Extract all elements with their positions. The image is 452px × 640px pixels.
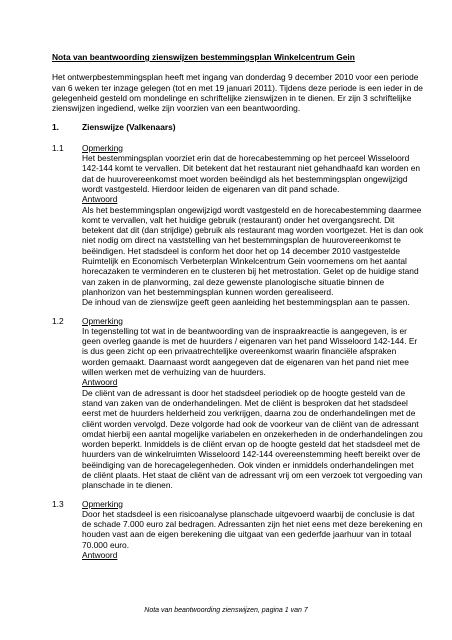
document-content <box>52 52 424 568</box>
antwoord-label: Antwoord <box>82 550 118 561</box>
item-1-1 <box>52 143 424 308</box>
item-body <box>82 143 424 308</box>
intro-paragraph: Het ontwerpbestemmingsplan heeft met ingang van donderdag 9 december 2010 voor een periode van 6 weken ter inzage gelegen (tot en met 19 januari 2011). Tijdens deze periode is een ieder in de gelegenheid gesteld om mondelinge en schriftelijke zienswijzen in te dienen. Er zijn 3 schriftelijke zienswijzen ingediend, welke zijn voorzien van een beantwoording. <box>52 72 423 114</box>
item-number: 1.3 <box>52 498 64 509</box>
antwoord-text: Als het bestemmingsplan ongewijzigd wordt vastgesteld en de horecabestemming daarmee komt te vervallen, valt het huidige gebruik (restaurant) onder het overgangsrecht. Dit betekent dat dit (dan strijdige) gebruik als restaurant mag worden voortgezet. Het is dan ook niet nodig om direct na vaststelling van het bestemmingsplan de huurovereenkomst te beëindigen. Het stadsdeel is conform het door het op 14 december 2010 vastgestelde Ruimtelijk en Economisch Verbeterplan Winkelcentrum Gein voornemens om het aantal horecazaken te verminderen en te clusteren bij het metrostation. Gelet op de huidige stand van zaken in de planvorming, zal deze gewenste planologische situatie binnen de planhorizon van het bestemmingsplan kunnen worden gerealiseerd. <box>82 204 424 297</box>
document-title: Nota van beantwoording zienswijzen bestemmingsplan Winkelcentrum Gein <box>52 52 355 62</box>
item-body <box>82 316 424 491</box>
opmerking-label: Opmerking <box>82 142 123 153</box>
section-number: 1. <box>52 122 59 133</box>
item-number: 1.1 <box>52 142 64 153</box>
opmerking-text: Door het stadsdeel is een risicoanalyse planschade uitgevoerd waarbij de conclusie is dat de schade 7.000 euro zal bedragen. Adressanten zijn het niet eens met deze berekening en houden vast aan de eigen berekening die uitgaat van een gederfde jaarhuur van in totaal 70.000 euro. <box>82 508 423 550</box>
section-title: Zienswijze (Valkenaars) <box>82 122 176 133</box>
item-body <box>82 499 424 561</box>
antwoord-label: Antwoord <box>82 194 118 205</box>
antwoord-text: De cliënt van de adressant is door het stadsdeel periodiek op de hoogte gesteld van de stand van zaken van de onderhandelingen. Met de cliënt is besproken dat het stadsdeel eerst met de huurders helderheid zou verkrijgen, daarna zou de onderhandelingen met de cliënt worden vervolgd. Deze volgorde had ook de voorkeur van de cliënt van de adressant omdat hierbij een aantal mogelijke variabelen en onzekerheden in de onderhandelingen zou worden beperkt. Inmiddels is de cliënt ervan op de hoogte gesteld dat het stadsdeel met de huurders van de winkelruimten Wisseloord 142-144 overeenstemming heeft bereikt over de beëindiging van de horecagelegenheden. Ook vinden er inmiddels onderhandelingen met de cliënt plaats. Het staat de cliënt van de adressant vrij om een verzoek tot vergoeding van planschade in te dienen. <box>82 387 423 491</box>
opmerking-text: Het bestemmingsplan voorziet erin dat de horecabestemming op het perceel Wisseloord 142-144 komt te vervallen. Dit betekent dat het restaurant niet gehandhaafd kan worden en dat de huurovereenkomst moet worden beëindigd als het bestemmingsplan ongewijzigd wordt vastgesteld. Hierdoor leiden de eigenaren van dit pand schade. <box>82 153 421 194</box>
conclusie-text: De inhoud van de zienswijze geeft geen aanleiding het bestemmingsplan aan te passen. <box>82 297 410 308</box>
opmerking-text: In tegenstelling tot wat in de beantwoording van de inspraakreactie is aangegeven, is er geen overleg gaande is met de huurders / eigenaren van het pand Wisseloord 142-144. Er is dus geen zicht op een privaatrechtelijke overeenkomst waarin financiële afspraken worden gemaakt. Daarnaast wordt aangegeven dat de eigenaren van het pand niet mee willen werken met de verhuizing van de huurders. <box>82 325 418 378</box>
item-1-3 <box>52 499 424 561</box>
item-1-2 <box>52 316 424 491</box>
section-heading <box>52 122 424 132</box>
antwoord-label: Antwoord <box>82 377 118 388</box>
opmerking-label: Opmerking <box>82 315 123 326</box>
page-footer: Nota van beantwoording zienswijzen, pagina 1 van 7 <box>144 607 308 614</box>
item-number: 1.2 <box>52 315 64 326</box>
opmerking-label: Opmerking <box>82 498 123 509</box>
